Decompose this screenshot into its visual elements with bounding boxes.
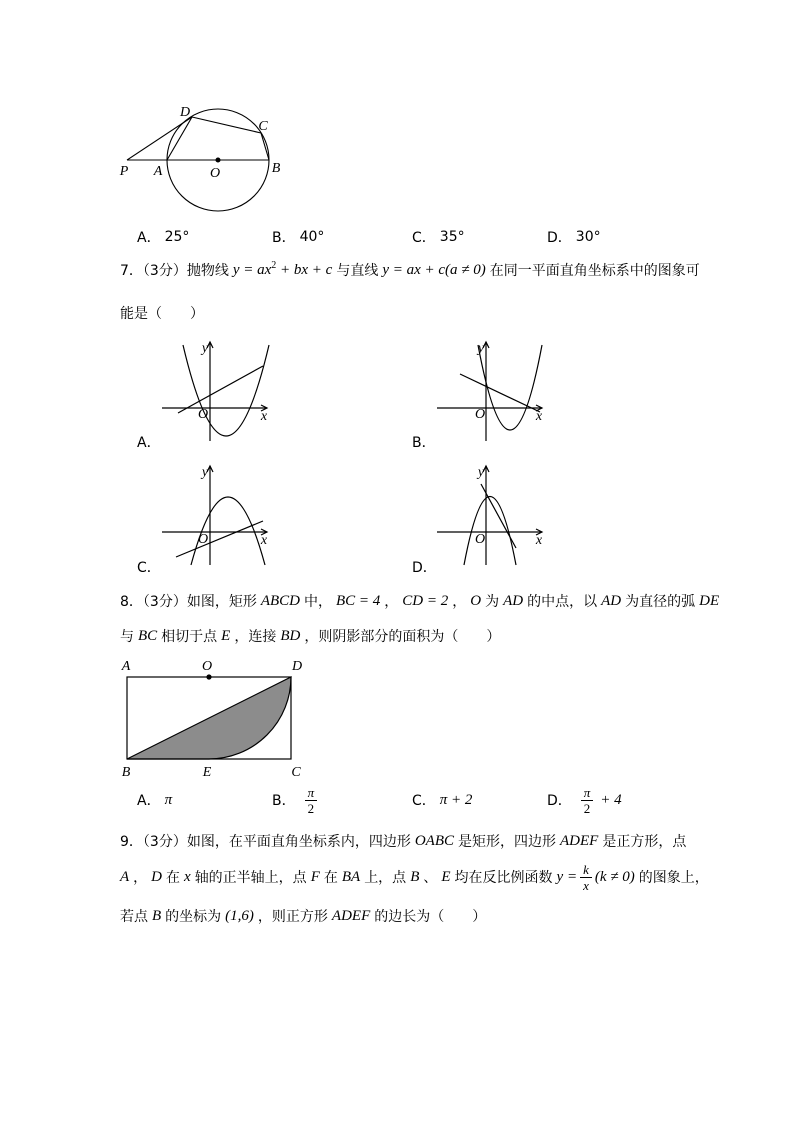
question-text: 若点 <box>120 909 148 925</box>
question-text: 的图象上， <box>638 870 709 886</box>
q8-line-2 <box>120 626 500 646</box>
q8-option-d <box>547 785 626 815</box>
label-c: C <box>291 765 301 780</box>
question-text: 轴的正半轴上，点 <box>194 870 307 886</box>
math-expression: B <box>152 907 162 924</box>
question-text: 与 <box>120 629 134 645</box>
option-expression: π <box>164 791 173 808</box>
label-c: C <box>258 119 268 134</box>
shaded-region <box>127 677 291 759</box>
question-text: 的中点，以 <box>527 594 598 610</box>
math-expression: AD <box>503 592 524 609</box>
midpoint-o <box>207 675 211 679</box>
denominator: x <box>583 877 589 893</box>
option-value: 40° <box>299 229 325 245</box>
question-text: ， <box>452 594 467 610</box>
y-axis-label: y <box>477 465 485 480</box>
question-text: 与直线 <box>336 263 379 279</box>
math-expression: CD = 2 <box>402 592 449 609</box>
math-expression: A <box>120 868 130 885</box>
parabola-curve <box>183 345 269 436</box>
question-text: 9．（3分）如图，在平面直角坐标系内，四边形 <box>120 834 411 850</box>
option-expression: π + 2 <box>439 791 473 808</box>
label-o: O <box>201 659 213 674</box>
label-p: P <box>119 164 129 179</box>
option-value: 25° <box>164 229 190 245</box>
question-text: 、 <box>423 870 438 886</box>
origin-label: O <box>197 407 209 422</box>
option-value: 35° <box>439 229 465 245</box>
question-text: 8．（3分）如图，矩形 <box>120 594 257 610</box>
math-expression <box>229 259 337 279</box>
question-text: 相切于点 <box>161 629 218 645</box>
q7-line-2 <box>120 303 204 323</box>
option-value: 30° <box>575 229 601 245</box>
center-point-o <box>216 158 220 162</box>
math-expression: F <box>310 868 320 885</box>
numerator: π <box>581 786 594 801</box>
q6-circle-figure <box>127 109 269 211</box>
math-expression: O <box>470 592 482 609</box>
origin-label: O <box>474 532 486 547</box>
math-expression: BC = 4 <box>336 592 381 609</box>
q7-graph-b-letter: B． <box>412 435 436 451</box>
q9-line-2 <box>120 862 709 892</box>
math-expression: y = ax + c(a ≠ 0) <box>382 261 486 278</box>
numerator: k <box>580 863 592 878</box>
label-d: D <box>179 105 191 120</box>
q7-graph-d <box>437 466 542 565</box>
math-expression: D <box>151 868 163 885</box>
numerator: π <box>305 786 318 801</box>
math-part: + bx + c <box>276 261 333 278</box>
q7-graph-c <box>162 466 267 565</box>
q9-line-1 <box>120 831 686 851</box>
option-expression: + 4 <box>600 791 622 808</box>
question-text: ，则阴影部分的面积为（ ） <box>304 629 501 645</box>
x-axis-label: x <box>535 409 543 424</box>
q7-graph-d-letter: D． <box>412 560 437 576</box>
segment-pd <box>127 117 192 160</box>
fraction <box>302 786 321 815</box>
math-part: y = ax <box>232 261 272 278</box>
option-letter: C． <box>412 793 436 809</box>
line-graph <box>460 374 540 412</box>
label-b: B <box>121 765 131 780</box>
chord-ad <box>167 117 192 160</box>
label-e: E <box>202 765 212 780</box>
option-letter: D． <box>547 793 572 809</box>
parabola-curve <box>191 497 265 565</box>
chord-dc <box>192 117 261 133</box>
q7-line-1 <box>120 260 700 280</box>
chord-cb <box>261 133 269 160</box>
math-expression: BC <box>138 627 158 644</box>
y-axis-label: y <box>201 341 209 356</box>
math-expression: OABC <box>414 832 454 849</box>
question-text: 的边长为（ ） <box>374 909 487 925</box>
question-text: ， <box>384 594 399 610</box>
question-text: ，则正方形 <box>257 909 328 925</box>
x-axis-label: x <box>535 533 543 548</box>
question-text: 均在反比例函数 <box>454 870 553 886</box>
question-text: ，连接 <box>234 629 277 645</box>
q8-line-1 <box>120 591 723 611</box>
math-expression: DE <box>699 592 720 609</box>
math-expression: AD <box>601 592 622 609</box>
q6-option-c <box>412 222 465 252</box>
parabola-curve <box>464 497 516 566</box>
question-text: 7．（3分）抛物线 <box>120 263 229 279</box>
option-letter: A． <box>137 793 161 809</box>
option-letter: C． <box>412 230 436 246</box>
label-d: D <box>291 659 303 674</box>
question-text: 是矩形，四边形 <box>458 834 556 850</box>
q8-option-b <box>272 785 320 815</box>
q8-option-c <box>412 785 476 815</box>
origin-label: O <box>474 407 486 422</box>
question-text: 中， <box>304 594 332 610</box>
math-expression: ABCD <box>260 592 300 609</box>
y-axis-label: y <box>201 465 209 480</box>
y-axis-label: y <box>477 341 485 356</box>
option-letter: A． <box>137 230 161 246</box>
q7-graph-a-letter: A． <box>137 435 161 451</box>
line-graph <box>176 521 263 557</box>
question-text: 的坐标为 <box>165 909 222 925</box>
option-letter: B． <box>272 793 296 809</box>
question-text: 在 <box>323 870 338 886</box>
math-expression: BA <box>341 868 361 885</box>
exponent: 2 <box>271 259 277 271</box>
fraction <box>577 863 595 892</box>
label-o: O <box>209 166 221 181</box>
question-text: 为 <box>485 594 500 610</box>
math-expression: ADEF <box>560 832 599 849</box>
math-expression: (k ≠ 0) <box>594 868 635 885</box>
question-text: 为直径的弧 <box>625 594 696 610</box>
q7-graph-b <box>437 342 542 441</box>
denominator: 2 <box>583 800 591 816</box>
math-expression: ADEF <box>331 907 371 924</box>
q7-graph-a <box>162 342 269 441</box>
x-axis-label: x <box>260 409 268 424</box>
math-expression: y = <box>556 868 578 885</box>
option-letter: B． <box>272 230 296 246</box>
denominator: 2 <box>307 800 315 816</box>
question-text: 在 <box>166 870 181 886</box>
x-axis-label: x <box>260 533 268 548</box>
label-b: B <box>271 161 281 176</box>
q8-rectangle-figure <box>127 675 291 759</box>
question-text: 上，点 <box>364 870 407 886</box>
question-text: 能是（ ） <box>120 306 204 322</box>
math-expression: E <box>221 627 231 644</box>
q6-option-b <box>272 222 324 252</box>
q9-line-3 <box>120 906 486 926</box>
q6-option-a <box>137 222 189 252</box>
origin-label: O <box>197 532 209 547</box>
math-expression: E <box>441 868 451 885</box>
question-text: 是正方形，点 <box>602 834 687 850</box>
math-expression: (1,6) <box>225 907 254 924</box>
question-text: ， <box>133 870 148 886</box>
math-expression: x <box>184 868 191 885</box>
option-letter: D． <box>547 230 572 246</box>
math-expression: BD <box>280 627 301 644</box>
q8-option-a <box>137 785 176 815</box>
q7-graph-c-letter: C． <box>137 560 161 576</box>
fraction <box>578 786 597 815</box>
math-expression: B <box>410 868 420 885</box>
label-a: A <box>121 659 131 674</box>
question-text: 在同一平面直角坐标系中的图象可 <box>489 263 700 279</box>
label-a: A <box>153 164 163 179</box>
q6-option-d <box>547 222 601 252</box>
